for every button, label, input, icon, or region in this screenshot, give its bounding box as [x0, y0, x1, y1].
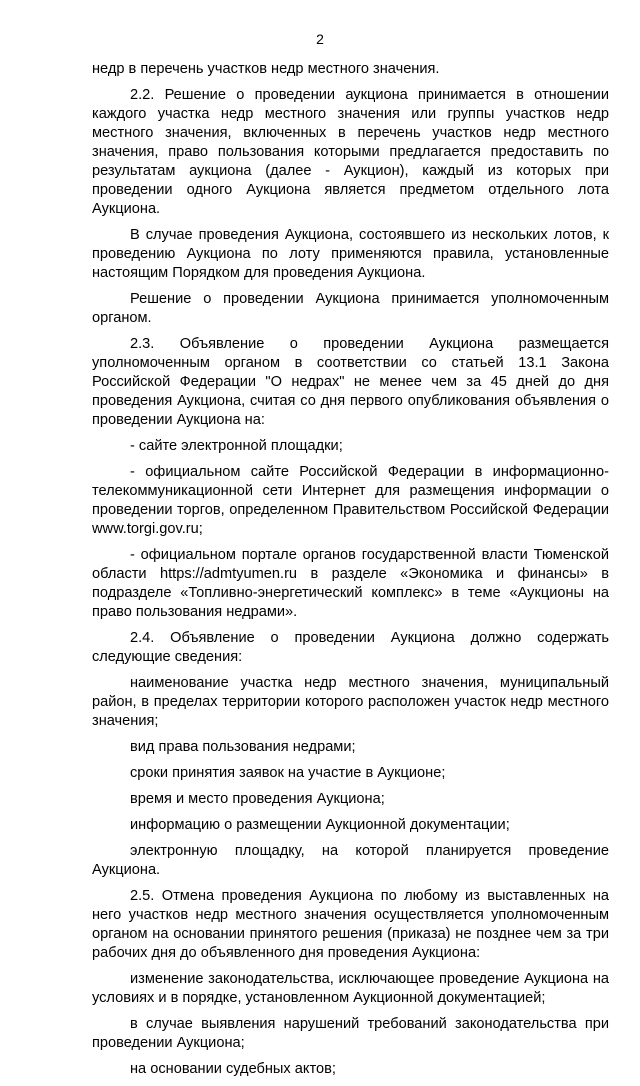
list-item-right-type: вид права пользования недрами; — [130, 739, 356, 755]
paragraph-2-2: 2.2. Решение о проведении аукциона принимается в отношении каждого участка недр местного значения или группы участков недр местного значения, включенных в перечень участков недр местного значения, право пользования которыми предлагается предоставить по результатам аукциона (далее - Аукцион), каждый из которых при проведении одного Аукциона является предметом отдельного лота Аукциона. — [92, 87, 609, 217]
paragraph-2-3: 2.3. Объявление о проведении Аукциона размещается уполномоченным органом в соответствии со статьей 13.1 Закона Российской Федерации "О недрах" не менее чем за 45 дней до дня проведения Аукциона, считая со дня первого опубликования объявления о проведении Аукциона на: — [92, 336, 609, 428]
paragraph-2-5: 2.5. Отмена проведения Аукциона по любому из выставленных на него участков недр местного значения осуществляется уполномоченным органом на основании принятого решения (приказа) не позднее чем за три рабочих дня до объявленного дня проведения Аукциона: — [92, 888, 609, 961]
list-item-regional-portal: - официальном портале органов государственной власти Тюменской области https://admtyumen.ru в разделе «Экономика и финансы» в подразделе «Топливно-энергетический комплекс» в теме «Аукционы на право пользования недрами». — [92, 547, 609, 620]
list-item-platform-site: - сайте электронной площадки; — [130, 438, 343, 454]
list-item-subsoil-name: наименование участка недр местного значения, муниципальный район, в пределах территории которого расположен участок недр местного значения; — [92, 675, 609, 729]
paragraph-continuation: недр в перечень участков недр местного значения. — [92, 61, 440, 77]
document-body — [92, 60, 609, 1086]
page-number: 2 — [316, 31, 324, 47]
list-item-violations: в случае выявления нарушений требований законодательства при проведении Аукциона; — [92, 1016, 609, 1051]
list-item-time-place: время и место проведения Аукциона; — [130, 791, 385, 807]
list-item-law-change: изменение законодательства, исключающее проведение Аукциона на условиях и в порядке, установленном Аукционной документацией; — [92, 971, 609, 1006]
list-item-torgi-site: - официальном сайте Российской Федерации в информационно-телекоммуникационной сети Интернет для размещения информации о проведении торгов, определенном Правительством Российской Федерации www.torgi.gov.ru; — [92, 464, 609, 537]
paragraph-decision: Решение о проведении Аукциона принимается уполномоченным органом. — [92, 291, 609, 326]
list-item-court-acts: на основании судебных актов; — [130, 1061, 336, 1077]
list-item-application-dates: сроки принятия заявок на участие в Аукционе; — [130, 765, 446, 781]
list-item-documentation: информацию о размещении Аукционной документации; — [130, 817, 510, 833]
list-item-e-platform: электронную площадку, на которой планируется проведение Аукциона. — [92, 843, 609, 878]
paragraph-multi-lot: В случае проведения Аукциона, состоявшего из нескольких лотов, к проведению Аукциона по лоту применяются правила, установленные настоящим Порядком для проведения Аукциона. — [92, 227, 609, 281]
paragraph-2-4: 2.4. Объявление о проведении Аукциона должно содержать следующие сведения: — [92, 630, 609, 665]
